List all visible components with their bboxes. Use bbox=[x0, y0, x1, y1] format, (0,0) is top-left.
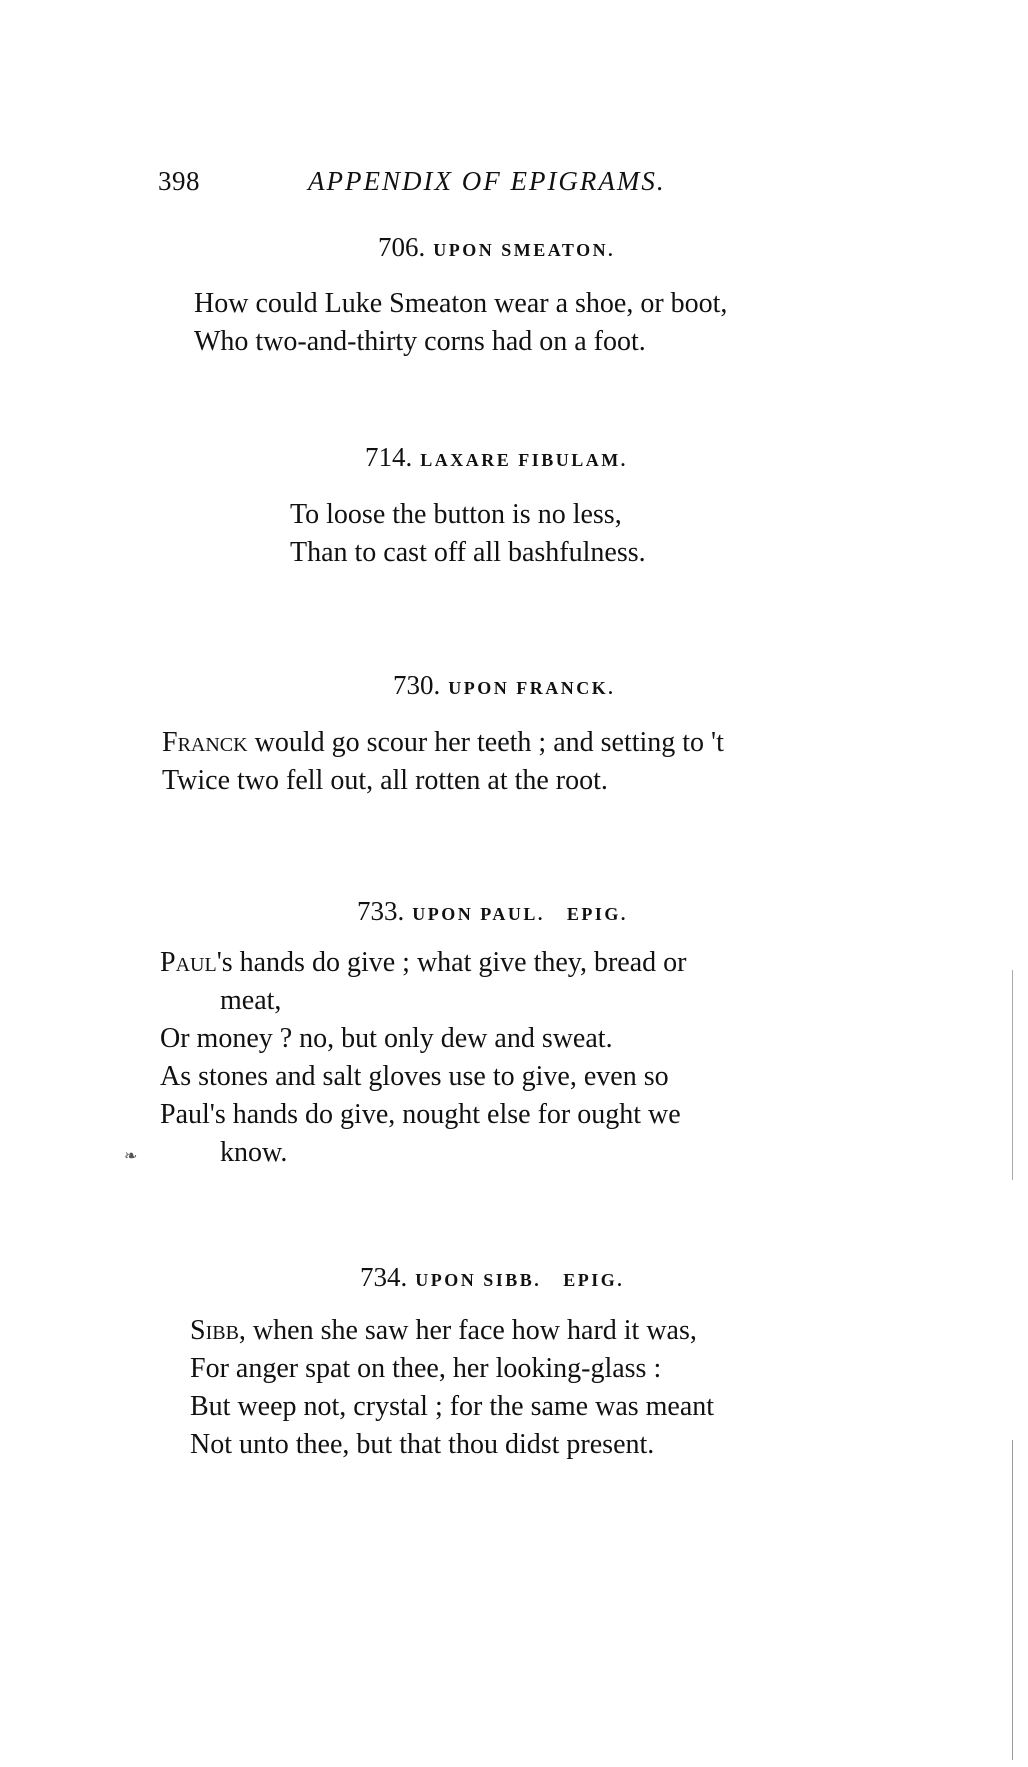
verse bbox=[162, 724, 724, 800]
epigram-number: 730. bbox=[393, 670, 441, 700]
verse-line bbox=[190, 1312, 714, 1350]
epigram-subheading: EPIG. bbox=[563, 1270, 625, 1290]
verse bbox=[290, 496, 646, 572]
verse-line: But weep not, crystal ; for the same was meant bbox=[190, 1391, 715, 1422]
epigram-number: 733. bbox=[357, 896, 405, 926]
verse-line: As stones and salt gloves use to give, even so bbox=[160, 1061, 669, 1092]
epigram-heading: UPON FRANCK. bbox=[448, 678, 616, 698]
verse-line-text: would go scour her teeth ; and setting to 't bbox=[247, 727, 724, 758]
scan-margin-mark bbox=[1012, 970, 1013, 1180]
verse-line: For anger spat on thee, her looking-glass : bbox=[190, 1353, 662, 1384]
running-title: APPENDIX OF EPIGRAMS. bbox=[308, 166, 666, 196]
epigram-title bbox=[357, 896, 628, 927]
verse-lead-name: Franck bbox=[162, 727, 248, 758]
epigram-number: 734. bbox=[360, 1262, 408, 1292]
verse bbox=[190, 1312, 714, 1464]
verse-line: Not unto thee, but that thou didst present. bbox=[190, 1429, 655, 1460]
epigram-number: 714. bbox=[365, 442, 413, 472]
verse-line: Twice two fell out, all rotten at the root. bbox=[162, 765, 608, 796]
epigram-heading: UPON SIBB. bbox=[415, 1270, 542, 1290]
verse-line bbox=[162, 724, 724, 762]
printer-ornament-icon: ❧ bbox=[124, 1148, 138, 1165]
epigram-number: 706. bbox=[378, 232, 426, 262]
verse-lead-name: Sibb bbox=[190, 1315, 239, 1346]
epigram-title bbox=[365, 442, 628, 473]
verse-line-continuation: meat, bbox=[220, 985, 282, 1016]
verse-line-continuation: know. bbox=[220, 1137, 288, 1168]
verse-line: Paul's hands do give, nought else for ought we bbox=[160, 1099, 681, 1130]
scan-margin-mark bbox=[1012, 1440, 1013, 1760]
verse-line: Or money ? no, but only dew and sweat. bbox=[160, 1023, 613, 1054]
verse-line: Who two-and-thirty corns had on a foot. bbox=[194, 326, 646, 357]
epigram-heading: UPON SMEATON. bbox=[433, 240, 616, 260]
verse-line-text: , when she saw her face how hard it was, bbox=[238, 1315, 697, 1346]
verse bbox=[160, 944, 686, 1172]
verse-line: Than to cast off all bashfulness. bbox=[290, 537, 646, 568]
running-head bbox=[158, 166, 878, 206]
verse-line bbox=[160, 944, 686, 982]
verse bbox=[194, 285, 727, 361]
epigram-subheading: EPIG. bbox=[566, 904, 628, 924]
epigram-heading: LAXARE FIBULAM. bbox=[420, 450, 628, 470]
epigram-heading: UPON PAUL. bbox=[412, 904, 545, 924]
epigram-title bbox=[360, 1262, 624, 1293]
verse-line-text: 's hands do give ; what give they, bread or bbox=[216, 947, 687, 978]
page-number: 398 bbox=[158, 166, 200, 196]
verse-lead-name: Paul bbox=[160, 947, 217, 978]
verse-line: How could Luke Smeaton wear a shoe, or boot, bbox=[194, 288, 728, 319]
verse-line: To loose the button is no less, bbox=[290, 499, 622, 530]
epigram-title bbox=[393, 670, 615, 701]
epigram-title bbox=[378, 232, 615, 263]
